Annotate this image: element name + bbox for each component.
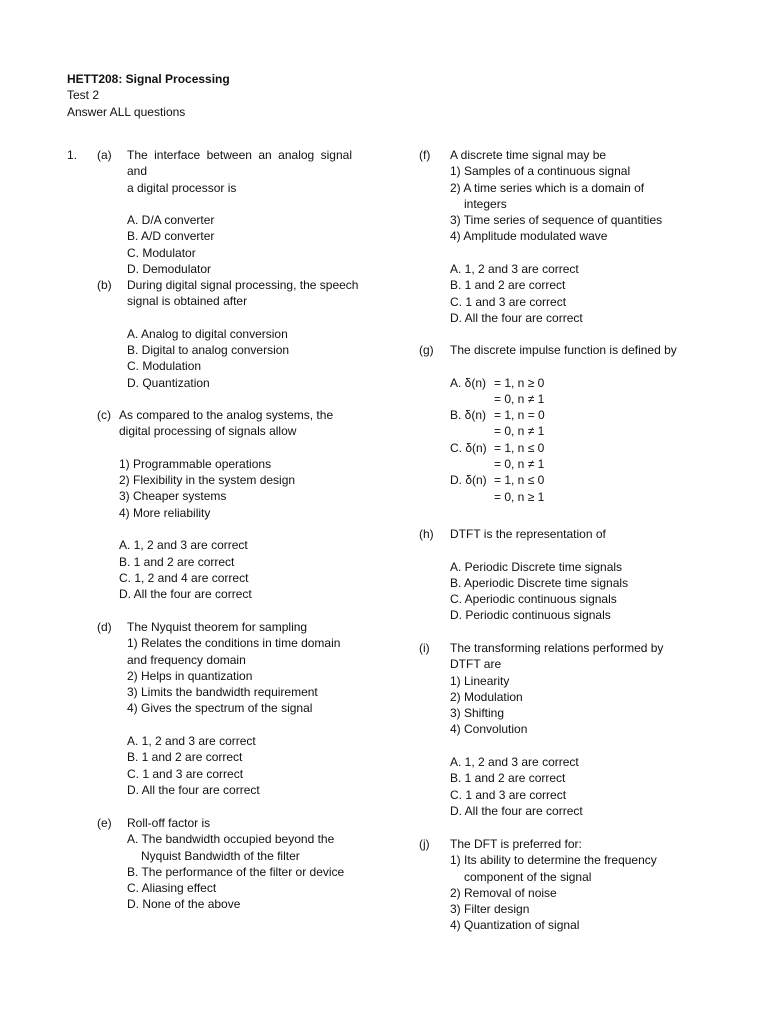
question-i-option: A. 1, 2 and 3 are correct	[450, 755, 579, 770]
question-j-label: (j)	[419, 837, 430, 851]
question-i-option: B. 1 and 2 are correct	[450, 771, 566, 786]
question-a-option: C. Modulator	[127, 245, 196, 260]
impulse-option-condition: = 1, n ≤ 0	[494, 440, 545, 455]
question-b-option: B. Digital to analog conversion	[127, 343, 290, 358]
question-j-item: 1) Its ability to determine the frequency	[450, 853, 657, 868]
question-h-option: A. Periodic Discrete time signals	[450, 559, 623, 574]
question-j-item: component of the signal	[464, 869, 592, 884]
question-f-item: 4) Amplitude modulated wave	[450, 229, 608, 244]
question-i-option: D. All the four are correct	[450, 803, 583, 818]
question-d-item: and frequency domain	[127, 652, 246, 667]
question-c-item: 4) More reliability	[119, 505, 211, 520]
question-f-label: (f)	[419, 148, 431, 162]
question-i-item: 3) Shifting	[450, 706, 505, 721]
question-j-item: 3) Filter design	[450, 902, 530, 917]
question-f-stem-line: A discrete time signal may be	[450, 148, 607, 162]
question-h-stem-line: DTFT is the representation of	[450, 527, 606, 541]
question-number: 1.	[67, 148, 78, 162]
question-c-option: C. 1, 2 and 4 are correct	[119, 570, 249, 585]
question-b-stem-line: signal is obtained after	[127, 294, 248, 309]
impulse-option-label: A. δ(n)	[450, 375, 487, 390]
question-j	[450, 836, 674, 934]
question-b-stem-line: During digital signal processing, the speech	[127, 278, 359, 292]
question-i	[450, 640, 674, 819]
question-a-stem-line: The interface between an analog signal and	[127, 148, 352, 179]
impulse-option-label: B. δ(n)	[450, 408, 487, 423]
impulse-option-label: D. δ(n)	[450, 473, 487, 488]
question-d-option: B. 1 and 2 are correct	[127, 750, 243, 765]
question-a-label: (a)	[97, 148, 112, 162]
impulse-option-condition: = 1, n ≥ 0	[494, 375, 545, 390]
question-i-stem-line: DTFT are	[450, 657, 502, 672]
question-j-item: 2) Removal of noise	[450, 885, 557, 900]
question-b-option: C. Modulation	[127, 359, 202, 374]
question-e-option: C. Aliasing effect	[127, 881, 217, 896]
exam-header	[67, 71, 397, 120]
impulse-option-condition: = 0, n ≠ 1	[494, 457, 545, 472]
question-h-option: C. Aperiodic continuous signals	[450, 592, 617, 607]
question-d	[127, 619, 352, 798]
question-d-item: 1) Relates the conditions in time domain	[127, 636, 341, 651]
question-c-option: B. 1 and 2 are correct	[119, 554, 235, 569]
question-f-item: integers	[464, 196, 507, 211]
question-a	[127, 147, 352, 277]
question-i-option: C. 1 and 3 are correct	[450, 787, 567, 802]
question-h-label: (h)	[419, 527, 434, 541]
question-b-label: (b)	[97, 278, 112, 292]
question-b-option: D. Quantization	[127, 375, 210, 390]
question-f	[450, 147, 674, 326]
question-g	[450, 342, 677, 505]
question-e-option: Nyquist Bandwidth of the filter	[141, 848, 300, 863]
question-e	[127, 815, 352, 913]
question-e-option: A. The bandwidth occupied beyond the	[127, 832, 335, 847]
question-f-item: 3) Time series of sequence of quantities	[450, 213, 663, 228]
question-g-stem-line: The discrete impulse function is defined by	[450, 343, 677, 357]
question-c-stem-line: digital processing of signals allow	[119, 424, 297, 439]
impulse-option-label: C. δ(n)	[450, 440, 487, 455]
question-f-item: 1) Samples of a continuous signal	[450, 164, 631, 179]
question-i-label: (i)	[419, 641, 430, 655]
question-i-item: 4) Convolution	[450, 722, 528, 737]
question-e-label: (e)	[97, 816, 112, 830]
question-d-option: A. 1, 2 and 3 are correct	[127, 734, 256, 749]
question-d-label: (d)	[97, 620, 112, 634]
instruction-text: Answer ALL questions	[67, 104, 186, 119]
impulse-option-condition: = 1, n ≤ 0	[494, 473, 545, 488]
question-f-option: C. 1 and 3 are correct	[450, 294, 567, 309]
question-g-option	[450, 375, 674, 391]
impulse-option-condition: = 1, n = 0	[494, 408, 545, 423]
question-d-option: C. 1 and 3 are correct	[127, 766, 244, 781]
question-i-stem-line: The transforming relations performed by	[450, 641, 664, 655]
question-e-option: B. The performance of the filter or device	[127, 864, 345, 879]
question-c-stem-line: As compared to the analog systems, the	[119, 408, 334, 422]
question-h-option: D. Periodic continuous signals	[450, 608, 611, 623]
question-a-stem-line: a digital processor is	[127, 180, 237, 195]
test-label: Test 2	[67, 88, 100, 103]
course-title: HETT208: Signal Processing	[67, 72, 230, 86]
question-d-item: 2) Helps in quantization	[127, 668, 253, 683]
question-h-option: B. Aperiodic Discrete time signals	[450, 575, 629, 590]
impulse-option-condition: = 0, n ≥ 1	[494, 489, 545, 504]
question-g-option	[450, 440, 674, 456]
question-h	[450, 526, 674, 624]
question-b	[127, 277, 359, 391]
question-j-stem-line: The DFT is preferred for:	[450, 837, 582, 851]
question-f-item: 2) A time series which is a domain of	[450, 180, 645, 195]
question-c-item: 2) Flexibility in the system design	[119, 473, 296, 488]
question-d-item: 3) Limits the bandwidth requirement	[127, 685, 318, 700]
question-a-option: A. D/A converter	[127, 213, 215, 228]
impulse-option-condition: = 0, n ≠ 1	[494, 391, 545, 406]
question-g-option	[450, 472, 674, 488]
question-j-item: 4) Quantization of signal	[450, 918, 580, 933]
question-c-item: 1) Programmable operations	[119, 456, 272, 471]
question-g-label: (g)	[419, 343, 434, 357]
question-e-option: D. None of the above	[127, 897, 241, 912]
question-g-option	[450, 407, 674, 423]
question-c	[119, 407, 352, 603]
question-f-option: D. All the four are correct	[450, 310, 583, 325]
question-b-option: A. Analog to digital conversion	[127, 326, 288, 341]
question-d-option: D. All the four are correct	[127, 782, 260, 797]
impulse-option-condition: = 0, n ≠ 1	[494, 424, 545, 439]
question-e-stem-line: Roll-off factor is	[127, 816, 211, 830]
question-i-item: 1) Linearity	[450, 673, 510, 688]
question-a-option: D. Demodulator	[127, 262, 212, 277]
question-d-item: 4) Gives the spectrum of the signal	[127, 701, 313, 716]
question-d-stem-line: The Nyquist theorem for sampling	[127, 620, 308, 634]
question-a-option: B. A/D converter	[127, 229, 215, 244]
question-f-option: B. 1 and 2 are correct	[450, 278, 566, 293]
question-i-item: 2) Modulation	[450, 689, 523, 704]
question-c-label: (c)	[97, 408, 111, 422]
question-c-option: D. All the four are correct	[119, 587, 252, 602]
question-c-option: A. 1, 2 and 3 are correct	[119, 538, 248, 553]
question-c-item: 3) Cheaper systems	[119, 489, 227, 504]
question-f-option: A. 1, 2 and 3 are correct	[450, 262, 579, 277]
